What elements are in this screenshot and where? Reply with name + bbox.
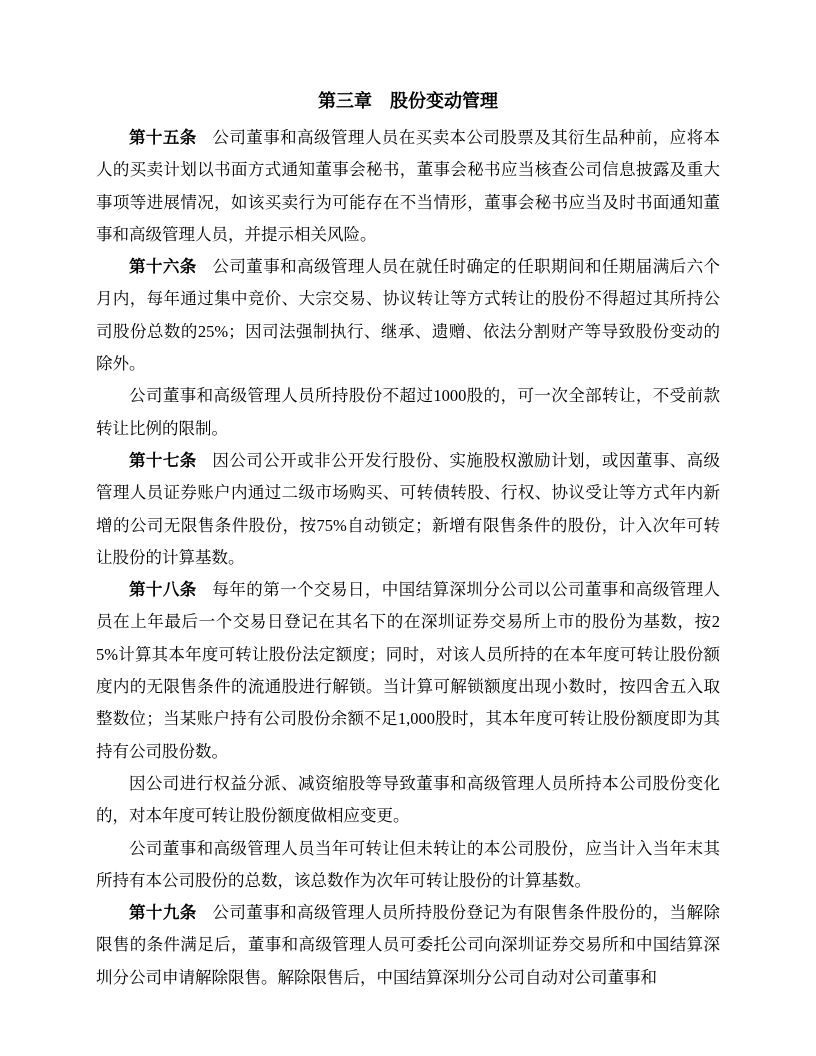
chapter-title: 第三章 股份变动管理	[318, 91, 498, 111]
article-19-paragraph	[96, 897, 720, 994]
article-18-paragraph	[96, 574, 720, 768]
article-16-sub-text: 公司董事和高级管理人员所持股份不超过1000股的，可一次全部转让，不受前款转让比例的限制。	[96, 386, 720, 438]
article-19-text: 公司董事和高级管理人员所持股份登记为有限售条件股份的，当解除限售的条件满足后，董事和高级管理人员可委托公司向深圳证券交易所和中国结算深圳分公司申请解除限售。解除限售后，中国结算深圳分公司自动对公司董事和	[96, 903, 721, 987]
article-16-subparagraph	[96, 380, 720, 445]
article-17-text: 因公司公开或非公开发行股份、实施股权激励计划，或因董事、高级管理人员证券账户内通过二级市场购买、可转债转股、行权、协议受让等方式年内新增的公司无限售条件股份，按75%自动锁定；新增有限售条件的股份，计入次年可转让股份的计算基数。	[96, 450, 721, 567]
article-18-sub2-text: 公司董事和高级管理人员当年可转让但未转让的本公司股份，应当计入当年末其所持有本公司股份的总数，该总数作为次年可转让股份的计算基数。	[96, 838, 720, 890]
article-16-paragraph	[96, 251, 720, 380]
article-18-subparagraph-2	[96, 833, 720, 898]
article-17-paragraph	[96, 445, 720, 574]
article-15-number: 第十五条	[129, 128, 197, 147]
article-15-paragraph	[96, 122, 720, 251]
article-18-subparagraph-1	[96, 768, 720, 833]
article-16-text: 公司董事和高级管理人员在就任时确定的任职期间和任期届满后六个月内，每年通过集中竞价、大宗交易、协议转让等方式转让的股份不得超过其所持公司股份总数的25%；因司法强制执行、继承、遗赠、依法分割财产等导致股份变动的除外。	[96, 257, 721, 374]
article-18-sub1-text: 因公司进行权益分派、减资缩股等导致董事和高级管理人员所持本公司股份变化的，对本年度可转让股份额度做相应变更。	[96, 773, 720, 826]
article-15-text: 公司董事和高级管理人员在买卖本公司股票及其衍生品种前，应将本人的买卖计划以书面方式通知董事会秘书，董事会秘书应当核查公司信息披露及重大事项等进展情况，如该买卖行为可能存在不当情形，董事会秘书应当及时书面通知董事和高级管理人员，并提示相关风险。	[96, 128, 721, 244]
article-17-number: 第十七条	[129, 450, 197, 470]
article-18-number: 第十八条	[129, 580, 197, 600]
article-16-number: 第十六条	[129, 257, 197, 277]
article-19-number: 第十九条	[129, 903, 197, 923]
article-18-text: 每年的第一个交易日，中国结算深圳分公司以公司董事和高级管理人员在上年最后一个交易日登记在其名下的在深圳证券交易所上市的股份为基数，按25%计算其本年度可转让股份法定额度；同时，对该人员所持的在本年度可转让股份额度内的无限售条件的流通股进行解锁。当计算可解锁额度出现小数时，按四舍五入取整数位；当某账户持有公司股份余额不足1,000股时，其本年度可转让股份额度即为其持有公司股份数。	[96, 580, 721, 761]
